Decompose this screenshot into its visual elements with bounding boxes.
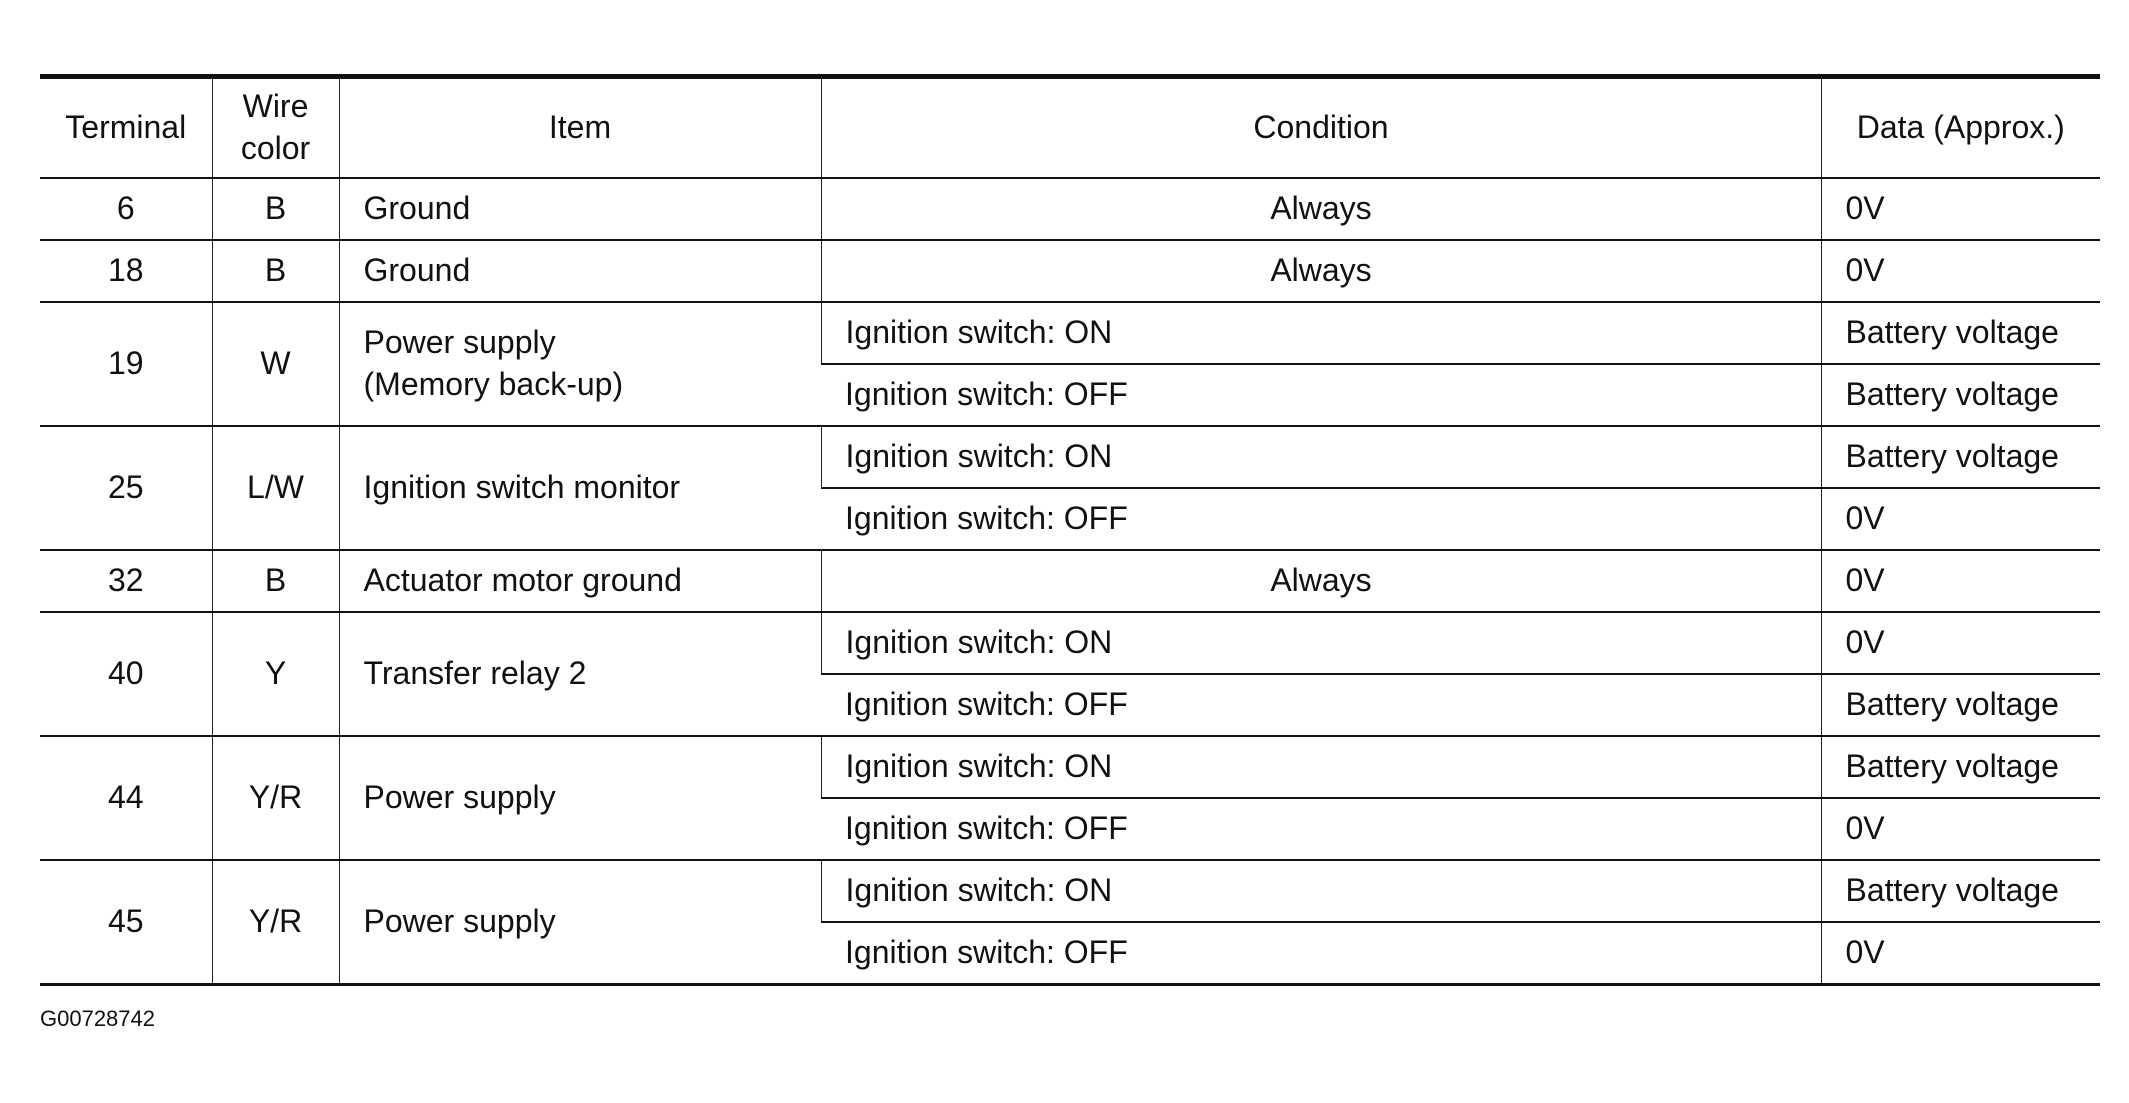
data-cell: 0V — [1821, 550, 2100, 612]
condition-cell: Ignition switch: OFF — [821, 488, 1821, 550]
data-cell: Battery voltage — [1821, 426, 2100, 488]
table-row — [40, 550, 2100, 612]
data-cell: Battery voltage — [1821, 860, 2100, 922]
data-cell: Battery voltage — [1821, 674, 2100, 736]
data-cell: 0V — [1821, 240, 2100, 302]
item-cell: Transfer relay 2 — [339, 612, 821, 736]
item-line1: Power supply — [363, 324, 556, 361]
condition-cell: Always — [821, 240, 1821, 302]
header-condition: Condition — [821, 77, 1821, 179]
condition-cell: Ignition switch: OFF — [821, 674, 1821, 736]
table-row — [40, 302, 2100, 364]
item-cell — [339, 302, 821, 426]
condition-cell: Ignition switch: ON — [821, 736, 1821, 798]
terminal-cell: 44 — [40, 736, 212, 860]
wire-color-cell: Y — [212, 612, 339, 736]
terminal-cell: 32 — [40, 550, 212, 612]
data-cell: 0V — [1821, 178, 2100, 240]
header-wire-line1: Wire — [242, 88, 309, 125]
header-wire-color — [212, 77, 339, 179]
header-row — [40, 77, 2100, 179]
item-line2: (Memory back-up) — [363, 366, 624, 402]
wire-color-cell: Y/R — [212, 736, 339, 860]
data-cell: 0V — [1821, 798, 2100, 860]
table-row — [40, 612, 2100, 674]
condition-cell: Ignition switch: ON — [821, 426, 1821, 488]
terminal-cell: 6 — [40, 178, 212, 240]
data-cell: Battery voltage — [1821, 736, 2100, 798]
condition-cell: Ignition switch: OFF — [821, 922, 1821, 985]
item-cell: Ground — [339, 178, 821, 240]
terminal-cell: 25 — [40, 426, 212, 550]
header-data: Data (Approx.) — [1821, 77, 2100, 179]
condition-cell: Ignition switch: ON — [821, 860, 1821, 922]
figure-id: G00728742 — [40, 1006, 155, 1031]
condition-cell: Ignition switch: ON — [821, 302, 1821, 364]
table-row — [40, 860, 2100, 922]
table-row — [40, 426, 2100, 488]
table-row — [40, 240, 2100, 302]
data-cell: Battery voltage — [1821, 364, 2100, 426]
wire-color-cell: B — [212, 550, 339, 612]
data-cell: 0V — [1821, 922, 2100, 985]
wire-color-cell: W — [212, 302, 339, 426]
condition-cell: Ignition switch: ON — [821, 612, 1821, 674]
condition-cell: Ignition switch: OFF — [821, 798, 1821, 860]
condition-cell: Ignition switch: OFF — [821, 364, 1821, 426]
terminal-cell: 18 — [40, 240, 212, 302]
header-terminal: Terminal — [40, 77, 212, 179]
data-cell: 0V — [1821, 488, 2100, 550]
terminal-cell: 45 — [40, 860, 212, 985]
wire-color-cell: B — [212, 178, 339, 240]
item-cell: Actuator motor ground — [339, 550, 821, 612]
terminal-table — [40, 74, 2100, 986]
data-cell: Battery voltage — [1821, 302, 2100, 364]
item-cell: Ground — [339, 240, 821, 302]
item-cell: Power supply — [339, 860, 821, 985]
terminal-cell: 40 — [40, 612, 212, 736]
wire-color-cell: B — [212, 240, 339, 302]
wire-color-cell: L/W — [212, 426, 339, 550]
item-cell: Power supply — [339, 736, 821, 860]
table-row — [40, 736, 2100, 798]
condition-cell: Always — [821, 178, 1821, 240]
data-cell: 0V — [1821, 612, 2100, 674]
terminal-cell: 19 — [40, 302, 212, 426]
header-item: Item — [339, 77, 821, 179]
table-row — [40, 178, 2100, 240]
wire-color-cell: Y/R — [212, 860, 339, 985]
header-wire-line2: color — [240, 130, 311, 166]
condition-cell: Always — [821, 550, 1821, 612]
item-cell: Ignition switch monitor — [339, 426, 821, 550]
